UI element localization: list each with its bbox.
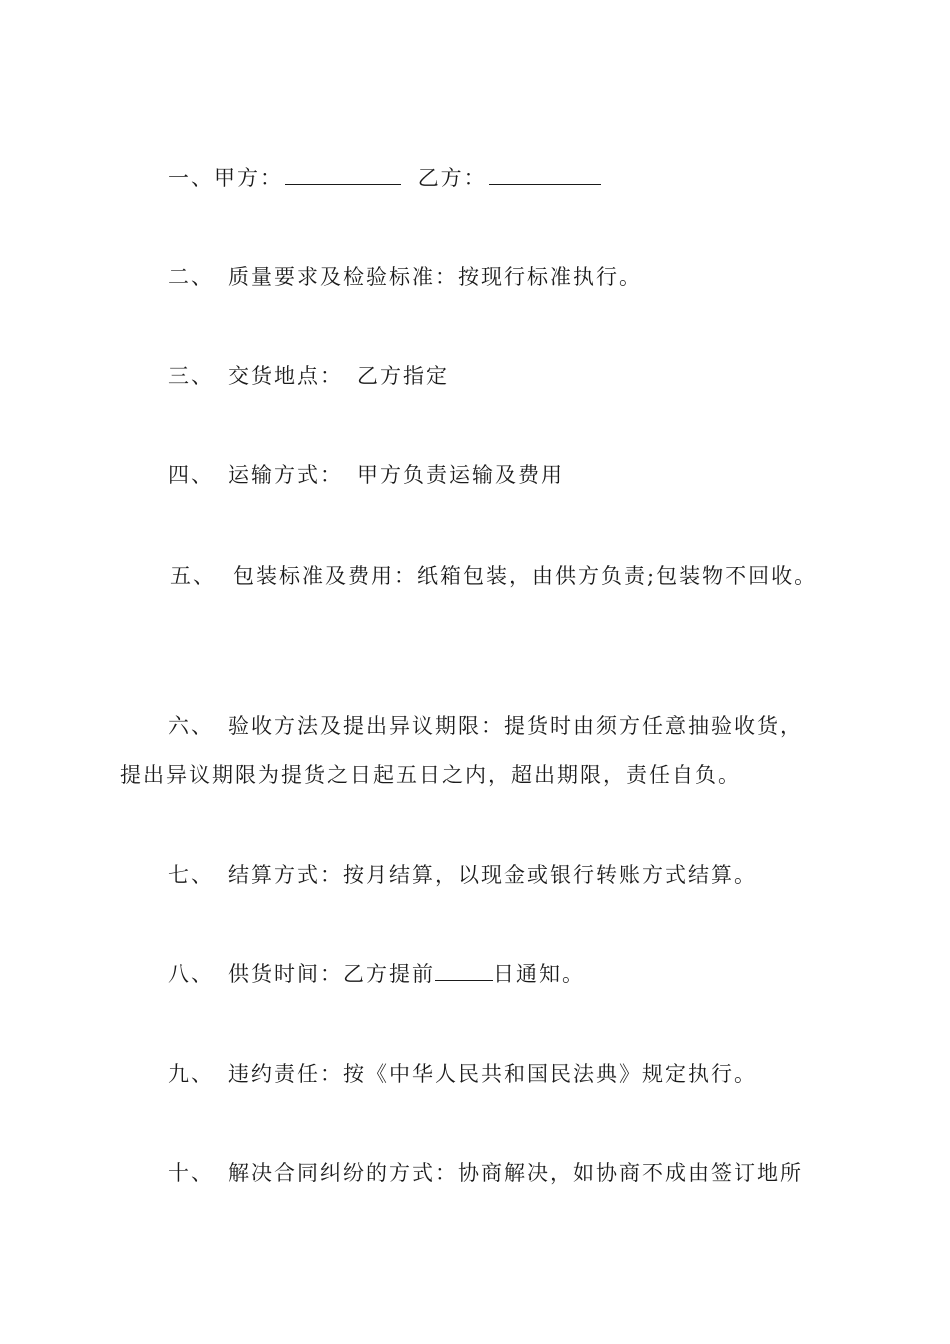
clause-2-quality <box>168 264 642 290</box>
clause-4-transport <box>168 462 564 488</box>
clause-3-delivery-place <box>168 363 449 389</box>
clause-text-before: 供货时间：乙方提前 <box>228 962 435 986</box>
clause-text: 质量要求及检验标准：按现行标准执行。 <box>228 265 642 289</box>
clause-5-packaging <box>170 563 817 589</box>
clause-text: 包装标准及费用：纸箱包装，由供方负责;包装物不回收。 <box>233 564 818 588</box>
clause-number: 一、 <box>168 166 214 190</box>
clause-text-after: 日通知。 <box>493 962 585 986</box>
clause-label: 运输方式： <box>228 463 343 487</box>
clause-value: 乙方指定 <box>357 364 449 388</box>
clause-text-continuation: 提出异议期限为提货之日起五日之内，超出期限，责任自负。 <box>120 763 741 787</box>
clause-9-liability <box>168 1061 757 1087</box>
clause-label: 交货地点： <box>228 364 343 388</box>
clause-6-acceptance <box>168 713 803 739</box>
clause-number: 十、 <box>168 1161 214 1185</box>
clause-1-parties <box>168 165 603 191</box>
clause-10-dispute <box>168 1160 803 1186</box>
party-b-label: 乙方： <box>417 166 487 190</box>
clause-number: 五、 <box>170 564 216 588</box>
clause-number: 四、 <box>168 463 214 487</box>
clause-text: 验收方法及提出异议期限：提货时由须方任意抽验收货， <box>228 714 803 738</box>
clause-value: 甲方负责运输及费用 <box>357 463 564 487</box>
party-b-blank[interactable] <box>489 166 601 185</box>
clause-text: 违约责任：按《中华人民共和国民法典》规定执行。 <box>228 1062 757 1086</box>
clause-text: 结算方式：按月结算，以现金或银行转账方式结算。 <box>228 863 757 887</box>
clause-7-settlement <box>168 862 757 888</box>
clause-8-supply-time <box>168 961 585 987</box>
clause-number: 六、 <box>168 714 214 738</box>
days-blank[interactable] <box>435 962 493 981</box>
clause-number: 九、 <box>168 1062 214 1086</box>
clause-number: 八、 <box>168 962 214 986</box>
clause-text: 解决合同纠纷的方式：协商解决，如协商不成由签订地所 <box>228 1161 803 1185</box>
party-a-label: 甲方： <box>214 166 283 190</box>
clause-6-continuation <box>120 762 741 788</box>
clause-number: 七、 <box>168 863 214 887</box>
clause-number: 二、 <box>168 265 214 289</box>
party-a-blank[interactable] <box>285 166 401 185</box>
clause-number: 三、 <box>168 364 214 388</box>
